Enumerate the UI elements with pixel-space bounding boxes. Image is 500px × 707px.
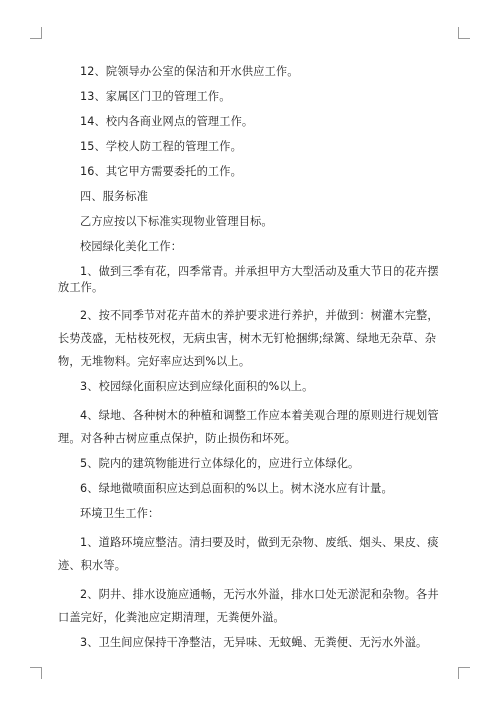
paragraph: 3、卫生间应保持干净整洁，无异味、无蚊蝇、无粪便、无污水外溢。 xyxy=(80,636,428,649)
crop-mark-top-left-v xyxy=(41,27,42,39)
paragraph: 15、学校人防工程的管理工作。 xyxy=(80,140,242,153)
crop-mark-top-right-h xyxy=(458,38,470,39)
paragraph: 1、做到三季有花，四季常青。并承担甲方大型活动及重大节日的花卉摆放工作。 xyxy=(58,265,439,294)
subsection-heading: 校园绿化美化工作： xyxy=(80,240,183,253)
section-heading: 四、服务标准 xyxy=(80,190,149,203)
crop-mark-top-right-v xyxy=(458,27,459,39)
paragraph: 12、院领导办公室的保洁和开水供应工作。 xyxy=(80,65,299,78)
crop-mark-bottom-right-h xyxy=(458,667,470,668)
paragraph: 13、家属区门卫的管理工作。 xyxy=(80,90,231,103)
paragraph: 4、绿地、各种树木的种植和调整工作应本着美观合理的原则进行规划管理。对各种古树应重点保护，防止损伤和坏死。 xyxy=(58,409,439,445)
crop-mark-bottom-left-v xyxy=(41,667,42,679)
paragraph: 3、校园绿化面积应达到应绿化面积的%以上。 xyxy=(80,380,314,393)
paragraph: 乙方应按以下标准实现物业管理目标。 xyxy=(80,215,273,228)
paragraph: 1、道路环境应整洁。清扫要及时，做到无杂物、废纸、烟头、果皮、痰迹、积水等。 xyxy=(58,536,439,572)
paragraph: 6、绿地微喷面积应达到总面积的%以上。树木浇水应有计量。 xyxy=(80,482,393,495)
crop-mark-bottom-right-v xyxy=(458,667,459,679)
paragraph: 16、其它甲方需要委托的工作。 xyxy=(80,165,242,178)
paragraph: 2、按不同季节对花卉苗木的养护要求进行养护，并做到：树灌木完整，长势茂盛，无枯枝死杈，无病虫害，树木无钉枪捆绑;绿篱、绿地无杂草、杂物，无堆物料。完好率应达到%以上。 xyxy=(58,309,439,368)
subsection-heading: 环境卫生工作： xyxy=(80,507,160,520)
paragraph: 14、校内各商业网点的管理工作。 xyxy=(80,115,254,128)
paragraph: 2、阴井、排水设施应通畅，无污水外溢，排水口处无淤泥和杂物。各井口盖完好，化粪池应定期清理，无粪便外溢。 xyxy=(58,588,439,624)
document-body xyxy=(58,64,446,660)
paragraph: 5、院内的建筑物能进行立体绿化的，应进行立体绿化。 xyxy=(80,457,360,470)
